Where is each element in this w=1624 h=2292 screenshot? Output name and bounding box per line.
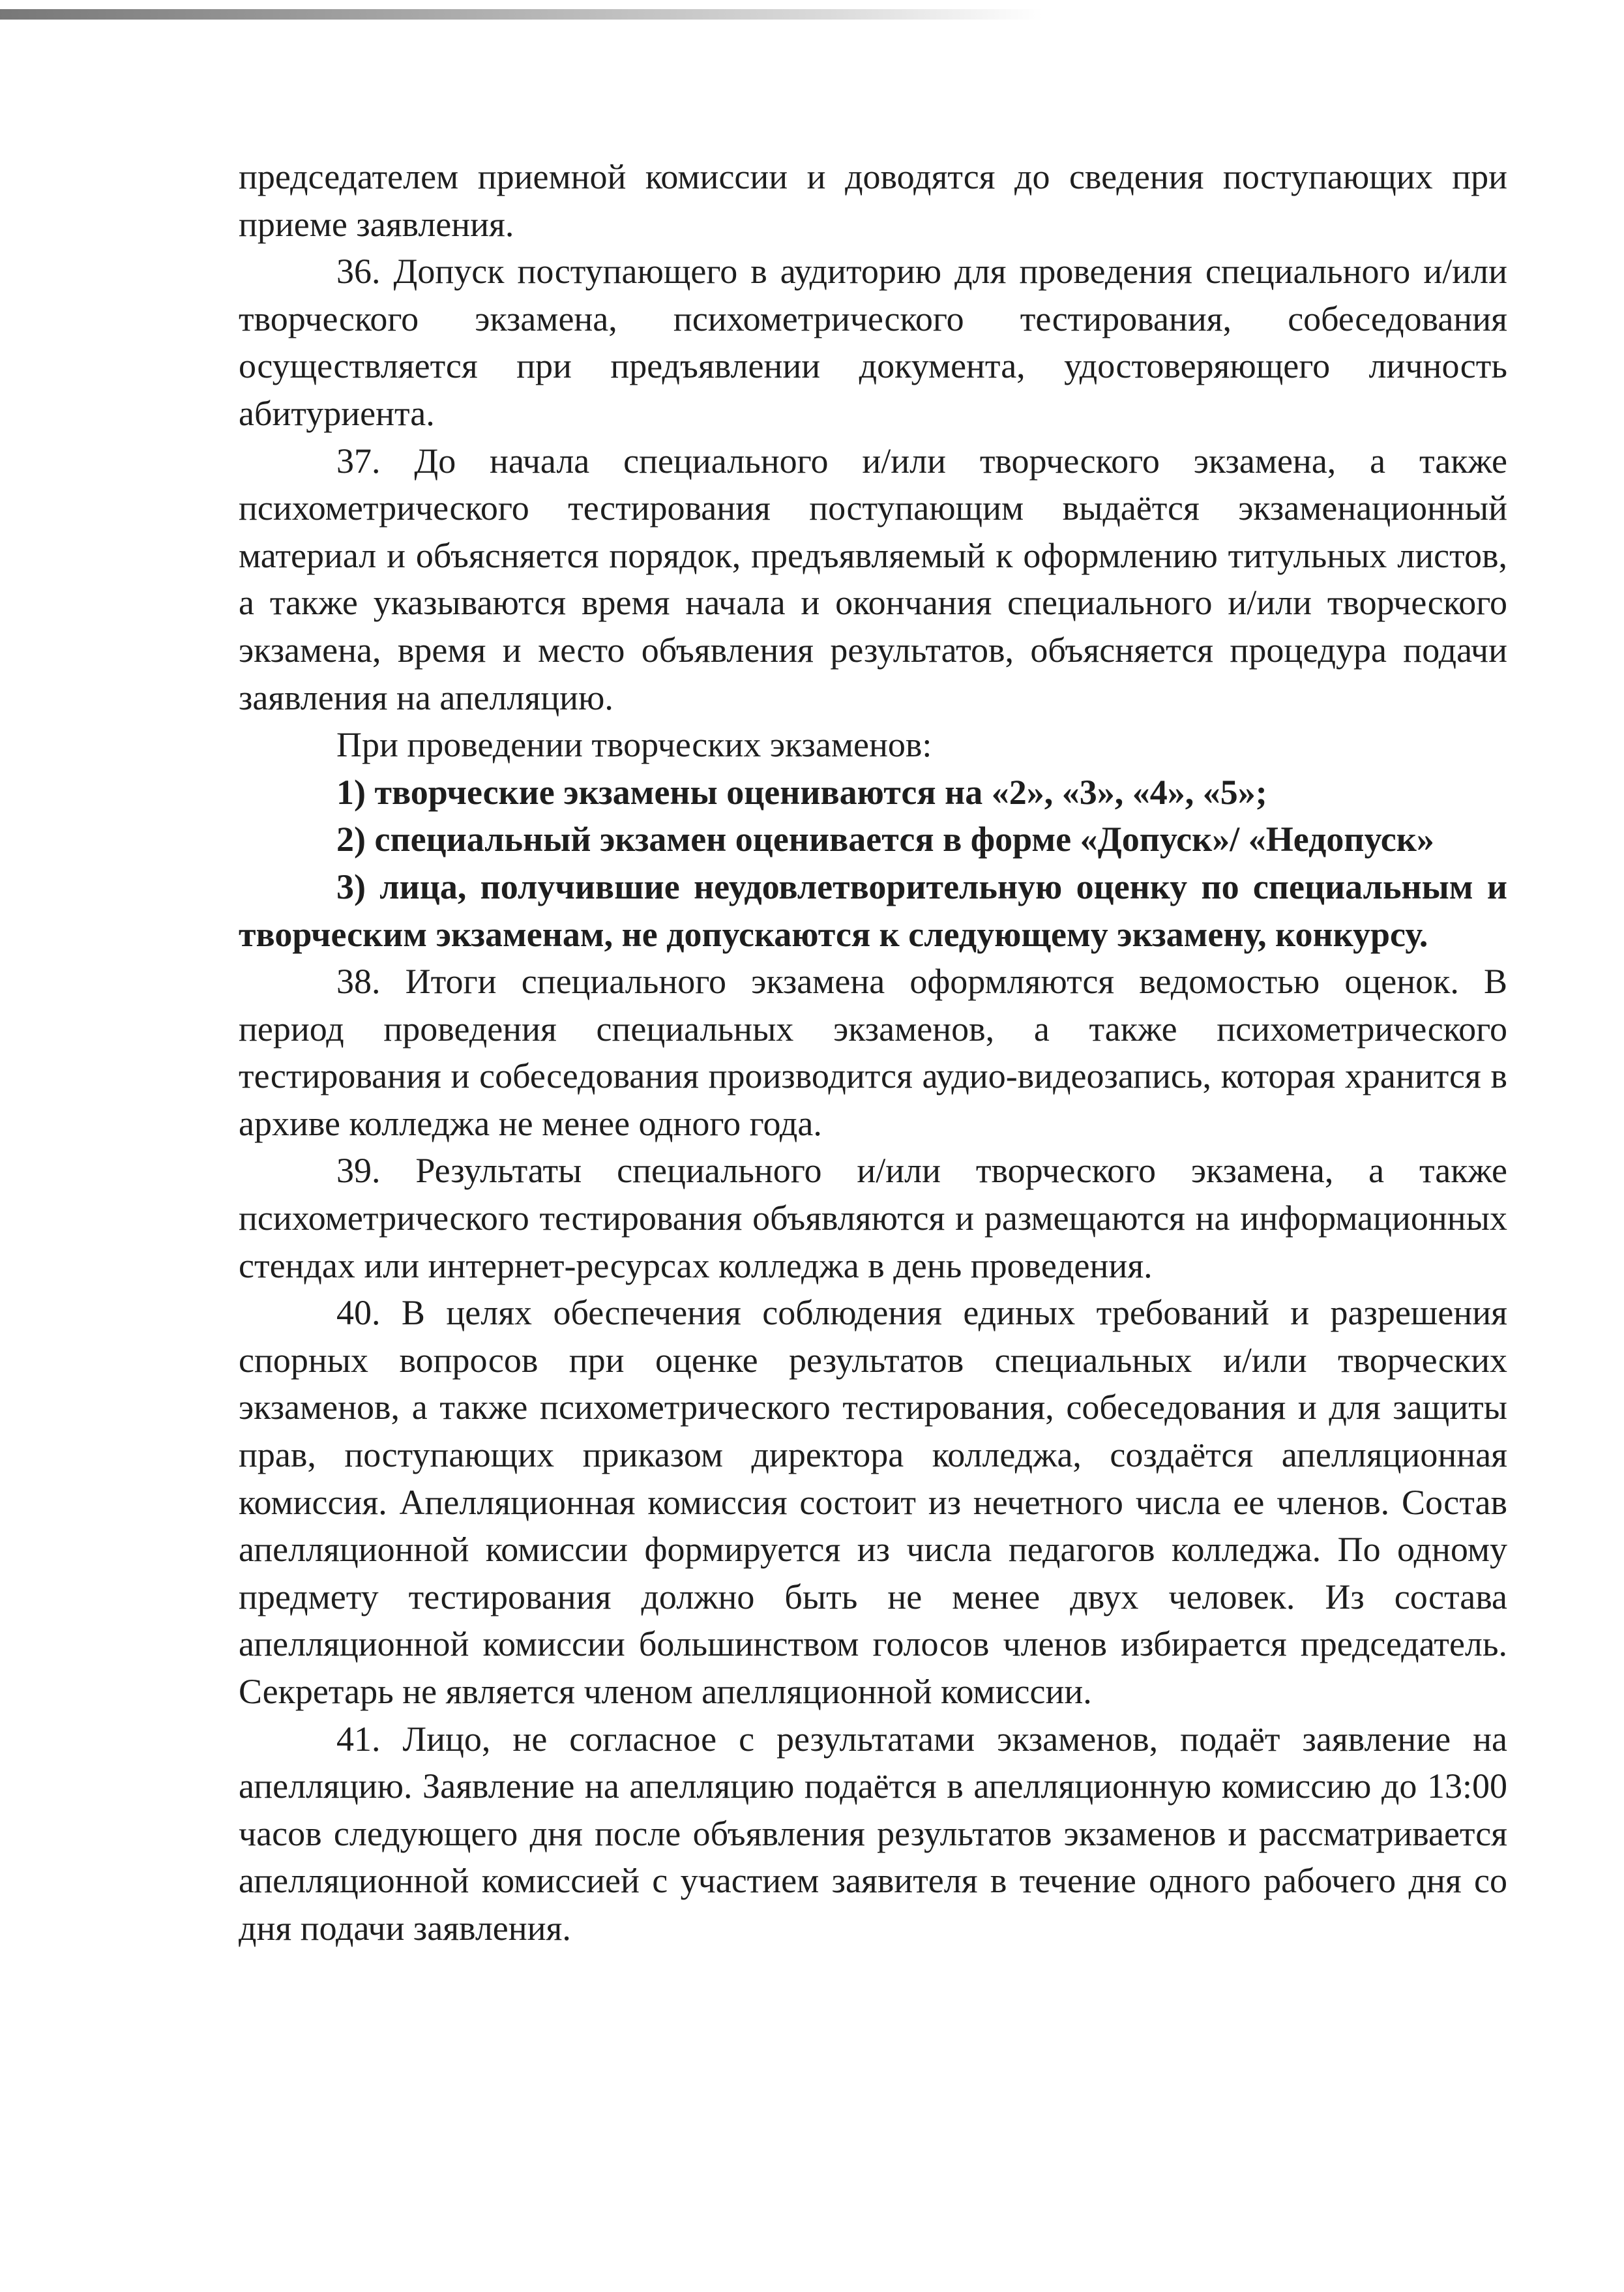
creative-exams-item-3: 3) лица, получившие неудовлетворительную оценку по специальным и творческим экзаменам, не допускаются к следующему экзамену, конкурсу. [239, 867, 1507, 954]
paragraph-continuation: председателем приемной комиссии и доводятся до сведения поступающих при приеме заявления. [239, 157, 1507, 244]
document-page [239, 153, 1507, 1952]
paragraph-39: 39. Результаты специального и/или творческого экзамена, а также психометрического тестирования объявляются и размещаются на информационных стендах или интернет-ресурсах колледжа в день проведения. [239, 1151, 1507, 1285]
creative-exams-item-2: 2) специальный экзамен оценивается в форме «Допуск»/ «Недопуск» [336, 820, 1434, 859]
paragraph-40: 40. В целях обеспечения соблюдения единых требований и разрешения спорных вопросов при оценке результатов специальных и/или творческих экзаменов, а также психометрического тестирования, собеседования и для защиты прав, поступающих приказом директора колледжа, создаётся апелляционная комиссия. Апелляционная комиссия состоит из нечетного числа ее членов. Состав апелляционной комиссии формируется из числа педагогов колледжа. По одному предмету тестирования должно быть не менее двух человек. Из состава апелляционной комиссии большинством голосов членов избирается председатель. Секретарь не является членом апелляционной комиссии. [239, 1293, 1507, 1711]
paragraph-37: 37. До начала специального и/или творческого экзамена, а также психометрического тестирования поступающим выдаётся экзаменационный материал и объясняется порядок, предъявляемый к оформлению титульных листов, а также указываются время начала и окончания специального и/или творческого экзамена, время и место объявления результатов, объясняется процедура подачи заявления на апелляцию. [239, 441, 1507, 717]
creative-exams-item-1: 1) творческие экзамены оцениваются на «2», «3», «4», «5»; [336, 772, 1267, 812]
creative-exams-intro: При проведении творческих экзаменов: [336, 725, 932, 765]
scan-edge-shadow [0, 9, 1043, 20]
paragraph-41: 41. Лицо, не согласное с результатами экзаменов, подаёт заявление на апелляцию. Заявление на апелляцию подаётся в апелляционную комиссию до 13:00 часов следующего дня после объявления результатов экзаменов и рассматривается апелляционной комиссией с участием заявителя в течение одного рабочего дня со дня подачи заявления. [239, 1719, 1507, 1948]
paragraph-38: 38. Итоги специального экзамена оформляются ведомостью оценок. В период проведения специальных экзаменов, а также психометрического тестирования и собеседования производится аудио-видеозапись, которая хранится в архиве колледжа не менее одного года. [239, 962, 1507, 1143]
paragraph-36: 36. Допуск поступающего в аудиторию для проведения специального и/или творческого экзамена, психометрического тестирования, собеседования осуществляется при предъявлении документа, удостоверяющего личность абитуриента. [239, 252, 1507, 433]
